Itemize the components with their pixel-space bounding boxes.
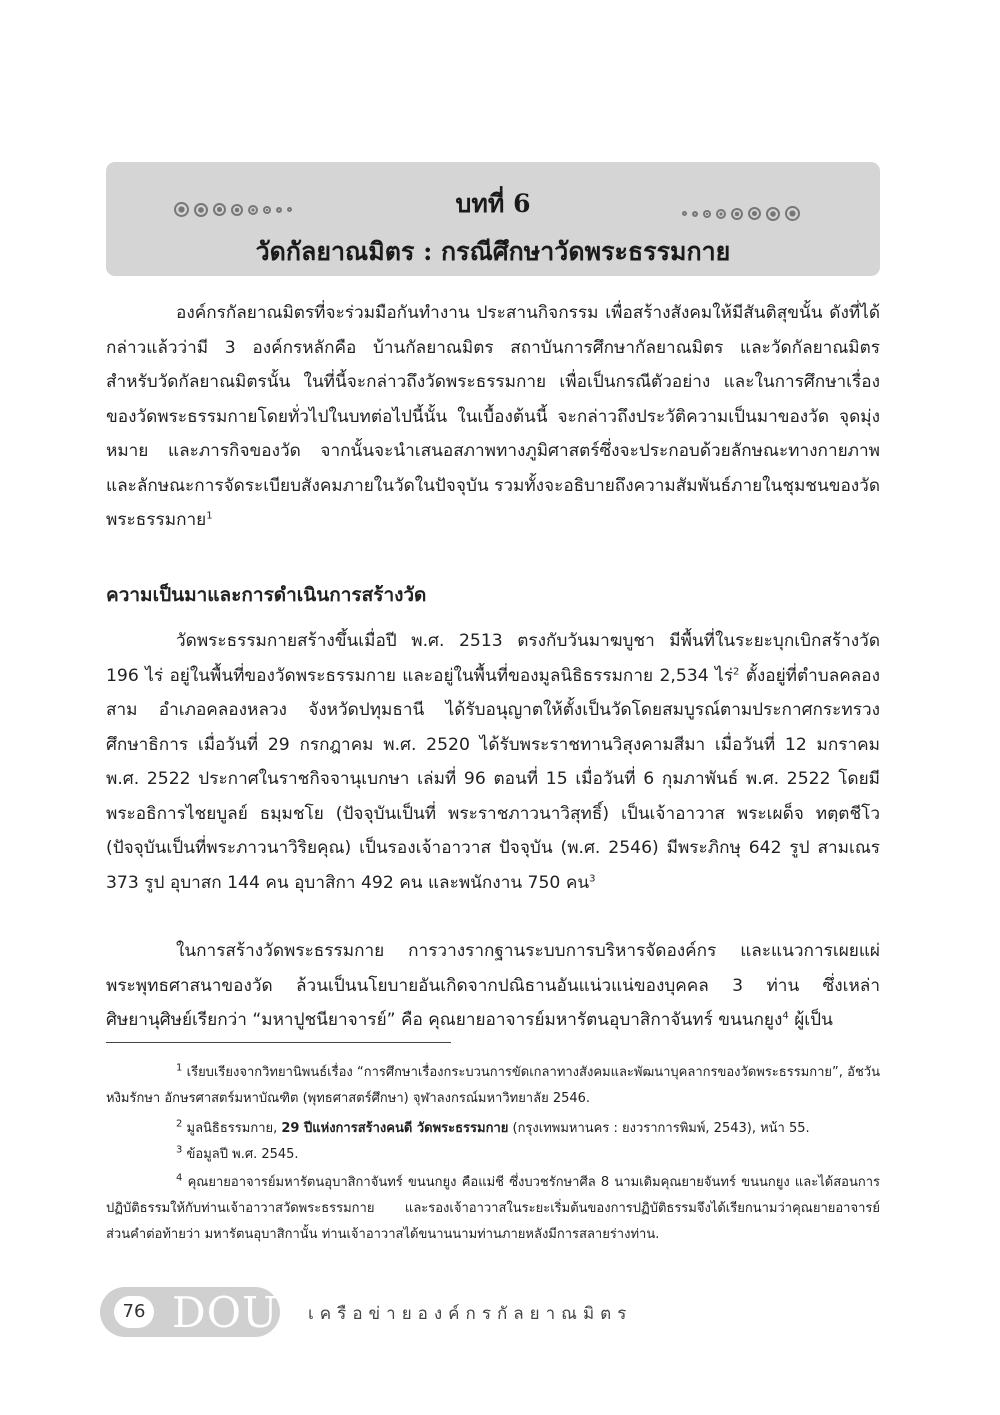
footnote-number: 3 [176, 1144, 183, 1156]
intro-paragraph [106, 296, 880, 538]
brand-logo: DOU [172, 1288, 279, 1337]
footnote-text: เรียบเรียงจากวิทยานิพนธ์เรื่อง “การศึกษาเรื่องกระบวนการขัดเกลาทางสังคมและพัฒนาบุคลากรของวัดพระธรรมกาย”, อัชวัน หงิมรักษา อักษรศาสตร์มหาบัณฑิต (พุทธศาสตร์ศึกษา) จุฬาลงกรณ์มหาวิทยาลัย 2546. [106, 1065, 880, 1106]
chapter-number: บทที่ 6 [455, 189, 531, 218]
history-paragraph [106, 624, 880, 900]
footnote-book-title: 29 ปีแห่งการสร้างคนดี วัดพระธรรมกาย [281, 1121, 509, 1136]
decorative-dots-right [682, 206, 800, 221]
footnote-text: (กรุงเทพมหานคร : ยงวราการพิมพ์, 2543), หน้า 55. [508, 1121, 810, 1136]
footnote-ref: 3 [589, 872, 596, 884]
dot-icon [731, 208, 743, 220]
footer-badge [100, 1287, 280, 1337]
dot-icon [748, 207, 761, 220]
footnote-divider [106, 1042, 451, 1043]
footnote-number: 1 [176, 1062, 183, 1074]
footnote-1 [106, 1060, 880, 1112]
running-title: เครือข่ายองค์กรกัลยาณมิตร [308, 1304, 633, 1324]
page-number: 76 [114, 1296, 154, 1328]
dot-icon [682, 211, 687, 216]
chapter-title: วัดกัลยาณมิตร : กรณีศึกษาวัดพระธรรมกาย [255, 237, 731, 266]
footnote-text: คุณยายอาจารย์มหารัตนอุบาสิกาจันทร์ ขนนกยูง คือแม่ชี ซึ่งบวชรักษาศีล 8 นามเดิมคุณยายจันทร์ ขนนกยูง และได้สอนการปฏิบัติธรรมให้กับท่านเจ้าอาวาสวัดพระธรรมกาย และรองเจ้าอาวาสในระยะเริ่มต้นของการปฏิบัติธรรมจึงได้เรียกนามว่าคุณยายอาจารย์ ส่วนคำต่อท้ายว่า มหารัตนอุบาสิกานั้น ท่านเจ้าอาวาสได้ขนานนามท่านภายหลังมีการสลายร่างท่าน. [106, 1175, 880, 1242]
founding-paragraph [106, 934, 880, 1038]
dot-icon [703, 210, 711, 218]
footnote-text: มูลนิธิธรรมกาย, [182, 1121, 282, 1136]
footnote-ref: 2 [732, 665, 740, 677]
section-heading: ความเป็นมาและการดำเนินการสร้างวัด [106, 584, 427, 606]
footnote-2 [106, 1116, 880, 1142]
dot-icon [692, 211, 698, 217]
footnote-ref: 4 [782, 1010, 789, 1022]
history-text-1: วัดพระธรรมกายสร้างขึ้นเมื่อปี พ.ศ. 2513 ตรงกับวันมาฆบูชา มีพื้นที่ในระยะบุกเบิกสร้างวัด 196 ไร่ อยู่ในพื้นที่ของวัดพระธรรมกาย และอยู่ในพื้นที่ของมูลนิธิธรรมกาย 2,534 ไร่ [106, 631, 880, 686]
dot-icon [716, 209, 726, 219]
dot-icon [785, 206, 800, 221]
footnote-3 [106, 1142, 880, 1168]
footnote-number: 2 [176, 1118, 183, 1130]
chapter-banner [106, 162, 880, 276]
founding-text-2: ผู้เป็น [788, 1010, 833, 1030]
footnote-ref: 1 [206, 510, 213, 522]
founding-text-1: ในการสร้างวัดพระธรรมกาย การวางรากฐานระบบการบริหารจัดองค์กร และแนวการเผยแผ่พระพุทธศาสนาของวัด ล้วนเป็นนโยบายอันเกิดจากปณิธานอันแน่วแน่ของบุคคล 3 ท่าน ซึ่งเหล่าศิษยานุศิษย์เรียกว่า “มหาปูชนียาจารย์” คือ คุณยายอาจารย์มหารัตนอุบาสิกาจันทร์ ขนนกยูง [106, 941, 880, 1030]
dot-icon [766, 207, 780, 221]
footnote-number: 4 [176, 1172, 183, 1184]
footnote-text: ข้อมูลปี พ.ศ. 2545. [182, 1147, 299, 1162]
history-text-2: ตั้งอยู่ที่ตำบลคลองสาม อำเภอคลองหลวง จังหวัดปทุมธานี ได้รับอนุญาตให้ตั้งเป็นวัดโดยสมบูรณ์ตามประกาศกระทรวงศึกษาธิการ เมื่อวันที่ 29 กรกฎาคม พ.ศ. 2520 ได้รับพระราชทานวิสุงคามสีมา เมื่อวันที่ 12 มกราคม พ.ศ. 2522 ประกาศในราชกิจจานุเบกษา เล่มที่ 96 ตอนที่ 15 เมื่อวันที่ 6 กุมภาพันธ์ พ.ศ. 2522 โดยมีพระอธิการไชยบูลย์ ธมฺมชโย (ปัจจุบันเป็นที่ พระราชภาวนาวิสุทธิ์) เป็นเจ้าอาวาส พระเผด็จ ทตฺตชีโว (ปัจจุบันเป็นที่พระภาวนาวิริยคุณ) เป็นรองเจ้าอาวาส ปัจจุบัน (พ.ศ. 2546) มีพระภิกษุ 642 รูป สามเณร 373 รูป อุบาสก 144 คน อุบาสิกา 492 คน และพนักงาน 750 คน [106, 665, 880, 893]
intro-text: องค์กรกัลยาณมิตรที่จะร่วมมือกันทำงาน ประสานกิจกรรม เพื่อสร้างสังคมให้มีสันติสุขนั้น ดังที่ได้กล่าวแล้วว่ามี 3 องค์กรหลักคือ บ้านกัลยาณมิตร สถาบันการศึกษากัลยาณมิตร และวัดกัลยาณมิตร สำหรับวัดกัลยาณมิตรนั้น ในที่นี้จะกล่าวถึงวัดพระธรรมกาย เพื่อเป็นกรณีตัวอย่าง และในการศึกษาเรื่องของวัดพระธรรมกายโดยทั่วไปในบทต่อไปนี้นั้น ในเบื้องต้นนี้ จะกล่าวถึงประวัติความเป็นมาของวัด จุดมุ่งหมาย และภารกิจของวัด จากนั้นจะนำเสนอสภาพทางภูมิศาสตร์ซึ่งจะประกอบด้วยลักษณะทางกายภาพและลักษณะการจัดระเบียบสังคมภายในวัดในปัจจุบัน รวมทั้งจะอธิบายถึงความสัมพันธ์ภายในชุมชนของวัดพระธรรมกาย [106, 303, 880, 530]
footnote-4 [106, 1170, 880, 1248]
